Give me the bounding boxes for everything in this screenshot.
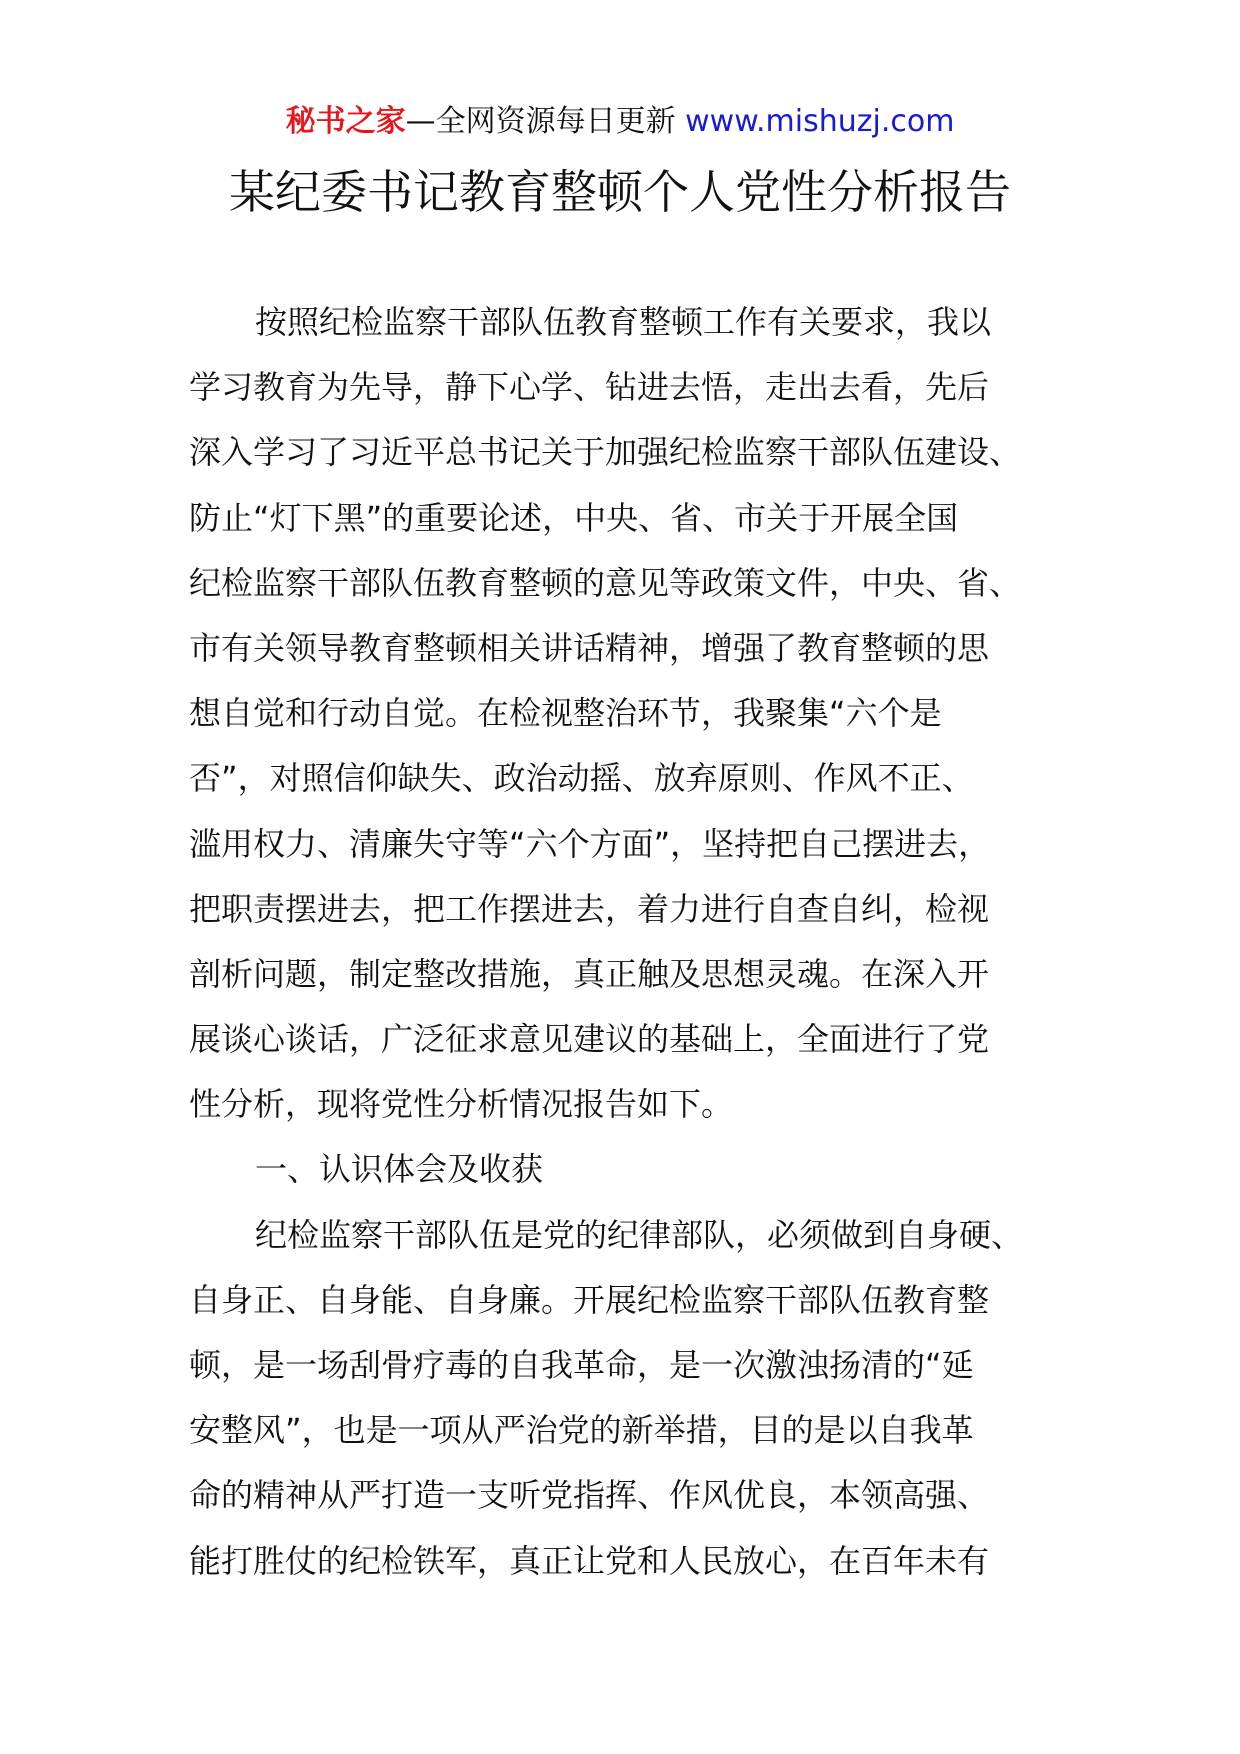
paragraph-line: 顿，是一场刮骨疗毒的自我革命，是一次激浊扬清的“延	[189, 1346, 974, 1384]
paragraph-line: 性分析，现将党性分析情况报告如下。	[189, 1085, 734, 1124]
paragraph-line: 纪检监察干部队伍是党的纪律部队，必须做到自身硬、	[255, 1215, 1024, 1254]
paragraph-line: 深入学习了习近平总书记关于加强纪检监察干部队伍建设、	[189, 433, 1022, 472]
paragraph-line: 想自觉和行动自觉。在检视整治环节，我聚集“六个是	[189, 694, 942, 733]
paragraph-line: 能打胜仗的纪检铁军，真正让党和人民放心，在百年未有	[189, 1541, 990, 1580]
site-tagline: —全网资源每日更新	[405, 104, 686, 139]
paragraph-line: 学习教育为先导，静下心学、钻进去悟，走出去看，先后	[189, 368, 990, 407]
site-header	[0, 100, 1240, 144]
document-title: 某纪委书记教育整顿个人党性分析报告	[229, 165, 1011, 219]
paragraph-line: 按照纪检监察干部队伍教育整顿工作有关要求，我以	[255, 303, 992, 341]
paragraph-line: 否”，对照信仰缺失、政治动摇、放弃原则、作风不正、	[189, 759, 974, 798]
site-brand: 秘书之家	[285, 104, 406, 139]
paragraph-line: 安整风”，也是一项从严治党的新举措，目的是以自我革	[189, 1411, 974, 1450]
paragraph-line: 市有关领导教育整顿相关讲话精神，增强了教育整顿的思	[189, 628, 990, 667]
paragraph-line: 把职责摆进去，把工作摆进去，着力进行自查自纠，检视	[189, 889, 990, 928]
paragraph-line: 滥用权力、清廉失守等“六个方面”，坚持把自己摆进去，	[189, 824, 991, 863]
section-heading: 一、认识体会及收获	[255, 1150, 544, 1189]
paragraph-line: 纪检监察干部队伍教育整顿的意见等政策文件，中央、省、	[189, 563, 1022, 602]
paragraph-line: 展谈心谈话，广泛征求意见建议的基础上，全面进行了党	[189, 1020, 990, 1059]
document-body	[189, 290, 1051, 1594]
paragraph-line: 防止“灯下黑”的重要论述，中央、省、市关于开展全国	[189, 498, 959, 537]
paragraph-line: 自身正、自身能、自身廉。开展纪检监察干部队伍教育整	[189, 1280, 990, 1319]
paragraph-line: 命的精神从严打造一支听党指挥、作风优良，本领高强、	[189, 1476, 990, 1515]
site-url-link[interactable]: www.mishuzj.com	[685, 104, 955, 139]
paragraph-line: 剖析问题，制定整改措施，真正触及思想灵魂。在深入开	[189, 954, 990, 993]
